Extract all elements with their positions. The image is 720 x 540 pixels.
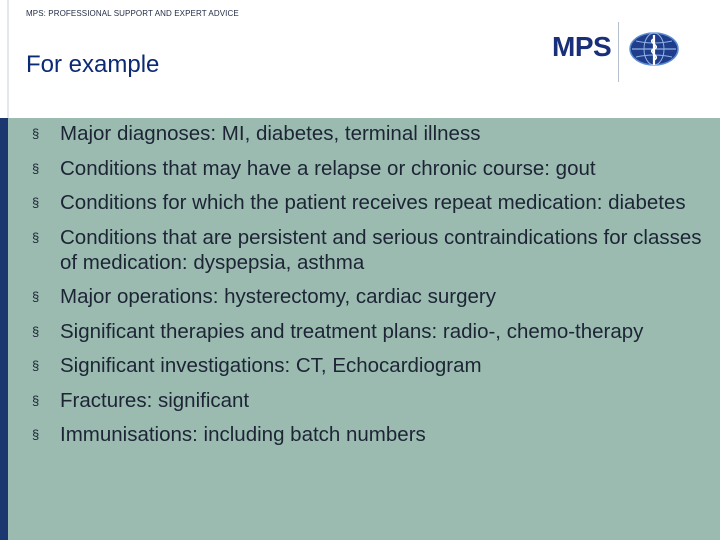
- bullet-marker-icon: §: [32, 392, 40, 408]
- bullet-marker-icon: §: [32, 323, 40, 339]
- bullet-text: Major operations: hysterectomy, cardiac surgery: [60, 285, 496, 308]
- list-item: [32, 422, 718, 447]
- slide-title: For example: [26, 51, 160, 78]
- list-item: [32, 388, 718, 413]
- bullet-marker-icon: §: [32, 289, 40, 304]
- bullet-text: Conditions that are persistent and serious contraindications for classes of medication: dyspepsia, asthma: [60, 225, 702, 274]
- header-tagline: MPS: PROFESSIONAL SUPPORT AND EXPERT ADVICE: [26, 9, 239, 18]
- bullet-text: Significant investigations: CT, Echocardiogram: [60, 354, 482, 377]
- bullet-text: Conditions that may have a relapse or chronic course: gout: [60, 156, 596, 180]
- list-item: [32, 156, 718, 181]
- bullet-text: Significant therapies and treatment plans: radio-, chemo-therapy: [60, 319, 644, 343]
- bullet-marker-icon: §: [32, 126, 40, 141]
- list-item: [32, 353, 718, 378]
- bullet-text: Fractures: significant: [60, 388, 250, 412]
- bullet-list: [32, 121, 718, 457]
- left-accent-bar: [0, 118, 8, 540]
- bullet-marker-icon: §: [32, 358, 40, 373]
- bullet-marker-icon: §: [32, 195, 40, 210]
- bullet-text: Conditions for which the patient receives repeat medication: diabetes: [60, 191, 686, 214]
- bullet-marker-icon: §: [32, 229, 40, 245]
- mps-logo: [552, 22, 687, 84]
- left-edge-line: [7, 0, 9, 118]
- list-item: [32, 319, 718, 344]
- bullet-text: Major diagnoses: MI, diabetes, terminal illness: [60, 122, 481, 145]
- content-panel: [8, 118, 720, 540]
- list-item: [32, 190, 718, 215]
- bullet-marker-icon: §: [32, 427, 40, 442]
- list-item: [32, 284, 718, 309]
- list-item: [32, 225, 718, 275]
- bullet-text: Immunisations: including batch numbers: [60, 423, 426, 446]
- logo-divider: [618, 22, 619, 82]
- bullet-marker-icon: §: [32, 160, 40, 176]
- globe-logo-icon: [624, 27, 680, 73]
- list-item: [32, 121, 718, 146]
- logo-text: MPS: [552, 31, 612, 62]
